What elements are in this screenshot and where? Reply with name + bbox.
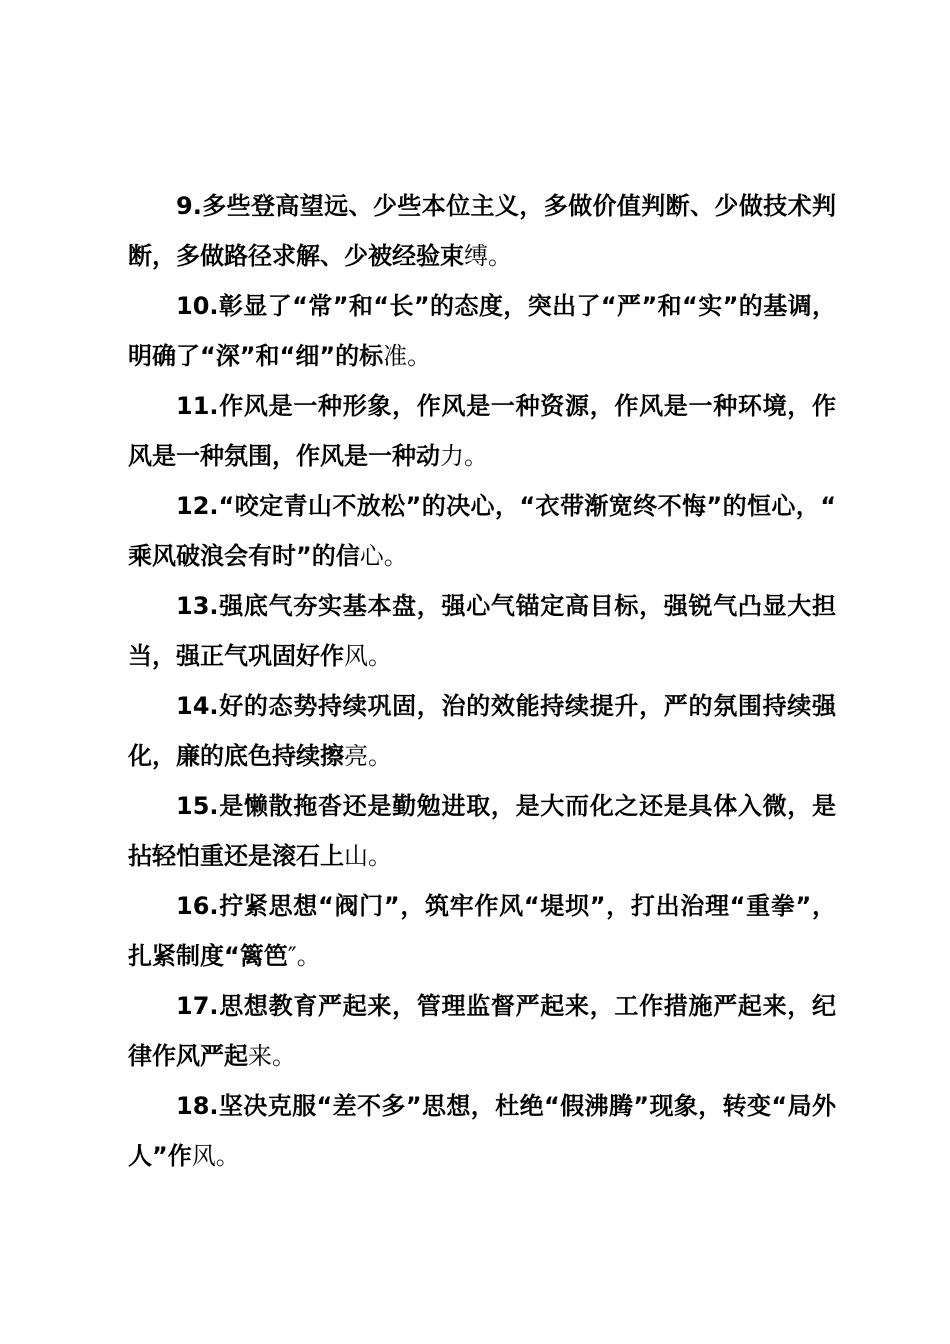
paragraph-text: 多些登高望远、少些本位主义，多做价值判断、少做技术判断，多做路径求解、少被经验束: [128, 192, 836, 270]
paragraph-ending: 力。: [440, 442, 488, 470]
paragraph-number: 15.: [176, 792, 219, 820]
paragraph-12: [128, 481, 836, 581]
paragraph-number: 16.: [176, 892, 219, 920]
paragraph-text: 思想教育严起来，管理监督严起来，工作措施严起来，纪律作风严起: [128, 992, 836, 1070]
paragraph-11: [128, 381, 836, 481]
paragraph-13: [128, 581, 836, 681]
paragraph-text: 拧紧思想“阀门”，筑牢作风“堤坝”，打出治理“重拳”，扎紧制度“篱笆: [128, 892, 836, 970]
paragraph-number: 18.: [176, 1092, 219, 1120]
paragraph-number: 17.: [176, 992, 219, 1020]
paragraph-ending: 亮。: [344, 742, 392, 770]
paragraph-text: 好的态势持续巩固，治的效能持续提升，严的氛围持续强化，廉的底色持续擦: [128, 692, 836, 770]
paragraph-14: [128, 681, 836, 781]
paragraph-number: 9.: [176, 192, 202, 220]
paragraph-text: 是懒散拖沓还是勤勉进取，是大而化之还是具体入微，是拈轻怕重还是滚石上: [128, 792, 836, 870]
paragraph-text: 彰显了“常”和“长”的态度，突出了“严”和“实”的基调，明确了“深”和“细”的标: [128, 292, 836, 370]
paragraph-number: 10.: [176, 292, 219, 320]
document-body: [128, 181, 836, 1181]
paragraph-ending: 风。: [191, 1142, 240, 1170]
paragraph-number: 11.: [176, 392, 219, 420]
paragraph-ending: 风。: [344, 642, 392, 670]
paragraph-text: “咬定青山不放松”的决心，“衣带渐宽终不悔”的恒心，“乘风破浪会有时”的信: [128, 492, 836, 570]
paragraph-10: [128, 281, 836, 381]
paragraph-ending: ″。: [287, 942, 321, 970]
paragraph-9: [128, 181, 836, 281]
paragraph-ending: 心。: [359, 542, 408, 570]
paragraph-number: 12.: [176, 492, 219, 520]
paragraph-text: 坚决克服“差不多”思想，杜绝“假沸腾”现象，转变“局外人”作: [128, 1092, 836, 1170]
paragraph-ending: 山。: [344, 842, 392, 870]
paragraph-number: 14.: [176, 692, 219, 720]
paragraph-17: [128, 981, 836, 1081]
paragraph-text: 强底气夯实基本盘，强心气锚定高目标，强锐气凸显大担当，强正气巩固好作: [128, 592, 836, 670]
paragraph-15: [128, 781, 836, 881]
paragraph-number: 13.: [176, 592, 219, 620]
paragraph-ending: 缚。: [464, 242, 512, 270]
paragraph-16: [128, 881, 836, 981]
paragraph-text: 作风是一种形象，作风是一种资源，作风是一种环境，作风是一种氛围，作风是一种动: [128, 392, 836, 470]
paragraph-18: [128, 1081, 836, 1181]
paragraph-ending: 来。: [248, 1042, 296, 1070]
paragraph-ending: 准。: [383, 342, 432, 370]
